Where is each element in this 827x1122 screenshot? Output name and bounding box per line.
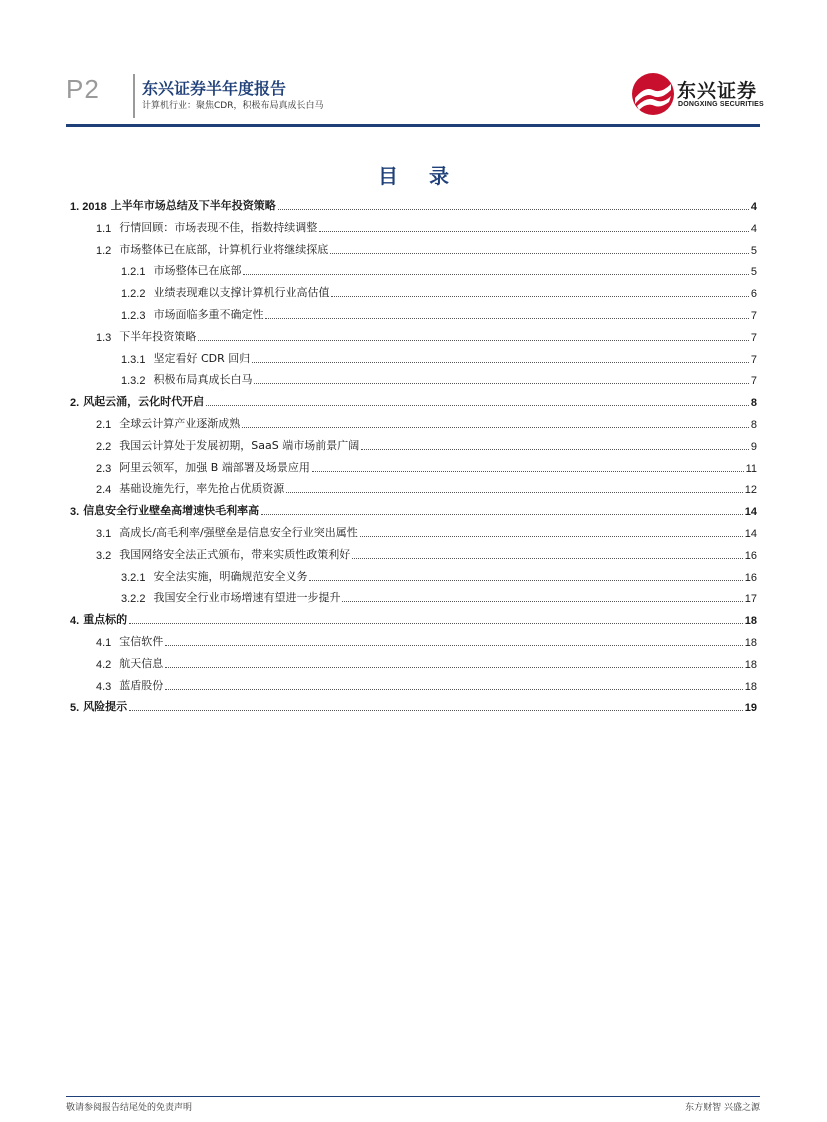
toc-entry-title: 行情回顾：市场表现不佳，指数持续调整 [119, 220, 318, 234]
toc-entry[interactable] [70, 391, 757, 409]
toc-entry-number: 3.2 [96, 549, 112, 562]
toc-entry-number: 3. [70, 506, 80, 519]
toc-entry-number: 2.1 [96, 419, 112, 431]
toc-entry-title: 航天信息 [119, 656, 164, 670]
toc-entry-page: 7 [750, 310, 757, 322]
toc-leader-dots [254, 383, 748, 384]
toc-entry-number: 4.2 [96, 658, 112, 671]
toc-entry-page: 7 [750, 375, 757, 388]
company-logo [631, 72, 764, 116]
toc-entry-number: 1.1 [96, 222, 112, 235]
toc-leader-dots [198, 340, 749, 341]
report-title: 东兴证券半年度报告 [142, 79, 287, 98]
toc-entry-title: 我国安全行业市场增速有望进一步提升 [153, 591, 341, 605]
toc-entry[interactable] [70, 696, 757, 714]
toc-entry[interactable] [96, 435, 757, 453]
toc-entry-title: 信息安全行业壁垒高增速快毛利率高 [83, 504, 260, 518]
toc-entry-number: 1.2.3 [121, 310, 146, 322]
toc-leader-dots [286, 492, 742, 493]
toc-entry-number: 2.3 [96, 462, 112, 475]
toc-entry-number: 1.2.2 [121, 288, 146, 301]
toc-leader-dots [129, 623, 743, 624]
toc-entry-title: 积极布局真成长白马 [153, 373, 253, 387]
toc-leader-dots [309, 580, 742, 581]
toc-entry-page: 14 [744, 528, 757, 540]
toc-title: 目 录 [378, 164, 461, 188]
toc-entry-number: 1. 2018 [70, 201, 107, 213]
toc-leader-dots [242, 427, 749, 428]
toc-entry-number: 3.2.2 [121, 593, 146, 606]
toc-entry[interactable] [96, 413, 757, 431]
toc-leader-dots [206, 405, 749, 406]
toc-leader-dots [331, 296, 748, 297]
toc-entry-title: 市场整体已在底部 [153, 264, 242, 278]
toc-entry[interactable] [96, 239, 757, 257]
toc-entry[interactable] [121, 369, 757, 387]
toc-leader-dots [265, 318, 748, 319]
toc-entry-number: 1.3.1 [121, 353, 146, 366]
toc-entry-title: 重点标的 [83, 613, 128, 627]
header-divider [133, 74, 135, 118]
toc-entry-title: 基础设施先行，率先抢占优质资源 [119, 482, 285, 496]
toc-entry-page: 19 [744, 702, 757, 715]
toc-entry-title: 阿里云领军，加强 B 端部署及场景应用 [119, 460, 310, 474]
toc-entry-page: 16 [744, 549, 757, 562]
toc-entry[interactable] [96, 478, 757, 496]
toc-entry-page: 16 [744, 571, 757, 584]
toc-leader-dots [361, 449, 749, 450]
toc-entry[interactable] [96, 522, 757, 540]
toc-entry[interactable] [96, 675, 757, 693]
toc-entry-title: 风起云涌，云化时代开启 [83, 395, 205, 409]
toc-entry-title: 蓝盾股份 [119, 678, 164, 692]
toc-entry-number: 4.3 [96, 680, 112, 693]
page-number: P2 [66, 74, 100, 104]
toc-leader-dots [261, 514, 743, 515]
toc-entry[interactable] [121, 282, 757, 300]
toc-entry-number: 2.4 [96, 484, 112, 497]
toc-entry-title: 下半年投资策略 [119, 329, 197, 343]
toc-entry[interactable] [96, 326, 757, 344]
toc-entry-page: 18 [744, 658, 757, 671]
toc-leader-dots [352, 558, 742, 559]
toc-entry-number: 1.2.1 [121, 266, 146, 279]
toc-entry[interactable] [121, 587, 757, 605]
toc-entry-number: 2. [70, 397, 80, 410]
toc-entry-page: 11 [745, 462, 757, 475]
toc-entry-page: 18 [744, 615, 757, 628]
toc-leader-dots [165, 689, 742, 690]
logo-cn: 东兴证券 [677, 80, 758, 102]
report-subtitle: 计算机行业：聚焦CDR，积极布局真成长白马 [142, 101, 324, 111]
toc-entry[interactable] [70, 609, 757, 627]
toc-entry-title: 上半年市场总结及下半年投资策略 [110, 199, 276, 212]
toc-entry-number: 4.1 [96, 637, 112, 649]
toc-entry-page: 4 [750, 222, 757, 235]
toc-entry[interactable] [121, 348, 757, 366]
logo-en: DONGXING SECURITIES [678, 101, 764, 108]
toc-leader-dots [330, 253, 749, 254]
toc-entry[interactable] [70, 500, 757, 518]
footer-disclaimer: 敬请参阅报告结尾处的免责声明 [66, 1103, 193, 1113]
toc-entry-page: 8 [750, 397, 757, 410]
toc-entry-number: 2.2 [96, 440, 112, 453]
toc-entry-title: 风险提示 [83, 700, 128, 714]
footer-slogan: 东方财智 兴盛之源 [685, 1103, 760, 1113]
toc-entry[interactable] [121, 304, 757, 322]
toc-entry-page: 7 [750, 331, 757, 344]
toc-entry-number: 1.2 [96, 244, 112, 257]
toc-entry-page: 18 [744, 637, 757, 649]
toc-entry-title: 我国网络安全法正式颁布，带来实质性政策利好 [119, 547, 351, 561]
toc-leader-dots [360, 536, 743, 537]
toc-entry-number: 5. [70, 702, 80, 715]
toc-entry-page: 4 [750, 201, 757, 213]
header-rule [66, 124, 760, 127]
toc-entry-title: 坚定看好 CDR 回归 [153, 351, 251, 365]
toc-entry-page: 7 [750, 353, 757, 366]
footer-rule [66, 1096, 760, 1097]
toc-entry-title: 安全法实施，明确规范安全义务 [153, 569, 308, 583]
toc-leader-dots [312, 471, 744, 472]
toc-entry-page: 5 [750, 244, 757, 257]
toc-entry-title: 全球云计算产业逐渐成熟 [119, 417, 241, 430]
toc-leader-dots [243, 274, 748, 275]
toc-entry-title: 高成长/高毛利率/强壁垒是信息安全行业突出属性 [119, 526, 358, 539]
toc-entry-title: 市场整体已在底部，计算机行业将继续探底 [119, 242, 329, 256]
toc-entry-number: 1.3.2 [121, 375, 146, 388]
toc-leader-dots [252, 362, 749, 363]
toc-entry-page: 18 [744, 680, 757, 693]
toc-leader-dots [342, 601, 742, 602]
toc-leader-dots [319, 231, 749, 232]
toc-entry[interactable] [96, 631, 757, 649]
toc-entry-page: 12 [744, 484, 757, 497]
toc-entry[interactable] [96, 217, 757, 235]
toc-entry-page: 8 [750, 419, 757, 431]
logo-mark-icon [631, 72, 675, 116]
toc-entry-page: 9 [750, 440, 757, 453]
toc-entry-page: 5 [750, 266, 757, 279]
toc-entry-title: 业绩表现难以支撑计算机行业高估值 [153, 286, 330, 300]
toc-entry-title: 市场面临多重不确定性 [153, 308, 264, 321]
toc-entry-page: 6 [750, 288, 757, 301]
toc-entry[interactable] [121, 260, 757, 278]
toc-entry-title: 宝信软件 [119, 635, 164, 648]
toc-entry[interactable] [96, 457, 757, 475]
toc-entry[interactable] [96, 653, 757, 671]
toc-entry[interactable] [96, 544, 757, 562]
toc-entry-page: 14 [744, 506, 757, 519]
toc-entry[interactable] [121, 566, 757, 584]
toc-leader-dots [165, 645, 742, 646]
toc-entry-number: 3.1 [96, 528, 112, 540]
toc-entry-number: 1.3 [96, 331, 112, 344]
toc-entry-title: 我国云计算处于发展初期，SaaS 端市场前景广阔 [119, 438, 360, 452]
toc-entry[interactable] [70, 195, 757, 213]
toc-entry-number: 3.2.1 [121, 571, 146, 584]
toc-entry-number: 4. [70, 615, 80, 628]
toc-leader-dots [129, 710, 743, 711]
toc-entry-page: 17 [744, 593, 757, 606]
toc-leader-dots [165, 667, 742, 668]
toc-leader-dots [278, 209, 749, 210]
